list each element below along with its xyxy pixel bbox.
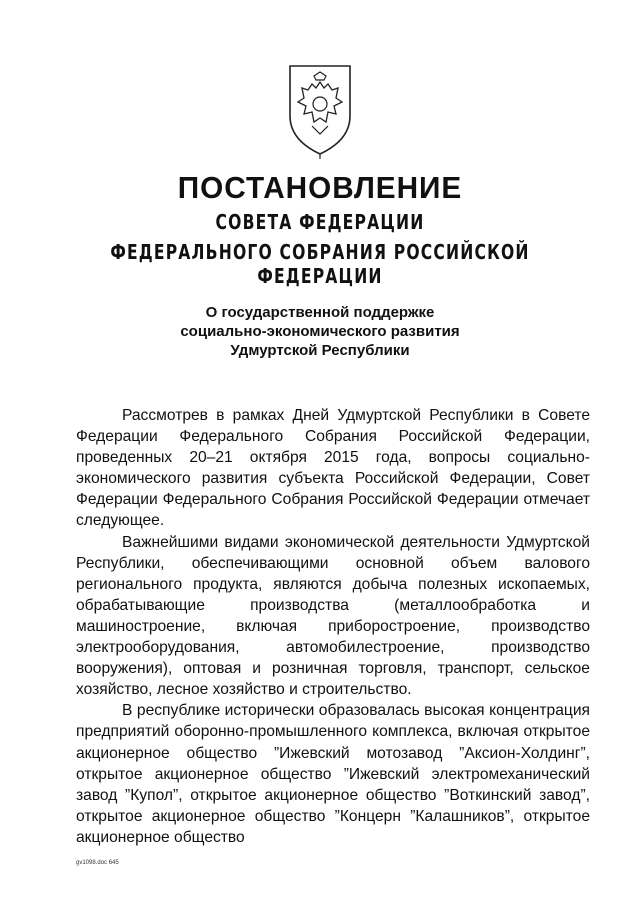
subject-line-1: О государственной поддержке	[205, 304, 435, 321]
issuer-line-2: ФЕДЕРАЛЬНОГО СОБРАНИЯ РОССИЙСКОЙ ФЕДЕРАЦИИ	[110, 240, 530, 288]
paragraph: Важнейшими видами экономической деятельности Удмуртской Республики, обеспечивающими основной объем валового регионального продукта, являются добыча полезных ископаемых, обрабатывающие производства (металлообработка и машиностроение, включая приборостроение, производство электрооборудования, автомобилестроение, производство вооружения), оптовая и розничная торговля, транспорт, сельское хозяйство, лесное хозяйство и строительство.	[76, 533, 590, 699]
document-title: ПОСТАНОВЛЕНИЕ	[177, 170, 463, 205]
document-body	[76, 405, 590, 848]
subject-line-2: социально-экономического развития	[180, 323, 460, 340]
subject-line-3: Удмуртской Республики	[230, 342, 410, 359]
paragraph: В республике исторически образовалась высокая концентрация предприятий оборонно-промышленного комплекса, включая открытое акционерное общество ”Ижевский мотозавод ”Аксион-Холдинг”, открытое акционерное общество ”Ижевский электромеханический завод ”Купол”, открытое акционерное общество ”Воткинский завод”, открытое акционерное общество ”Концерн ”Калашников”, открытое акционерное общество	[76, 702, 590, 846]
issuer-line-1: СОВЕТА ФЕДЕРАЦИИ	[215, 210, 425, 234]
coat-of-arms-emblem	[286, 64, 354, 160]
paragraph: Рассмотрев в рамках Дней Удмуртской Республики в Совете Федерации Федерального Собрания Российской Федерации, проведенных 20–21 октября 2015 года, вопросы социально-экономического развития субъекта Российской Федерации, Совет Федерации Федерального Собрания Российской Федерации отмечает следующее.	[76, 407, 590, 530]
document-subject	[0, 303, 640, 360]
footer-file-code: gv1098.doc 645	[76, 860, 119, 866]
